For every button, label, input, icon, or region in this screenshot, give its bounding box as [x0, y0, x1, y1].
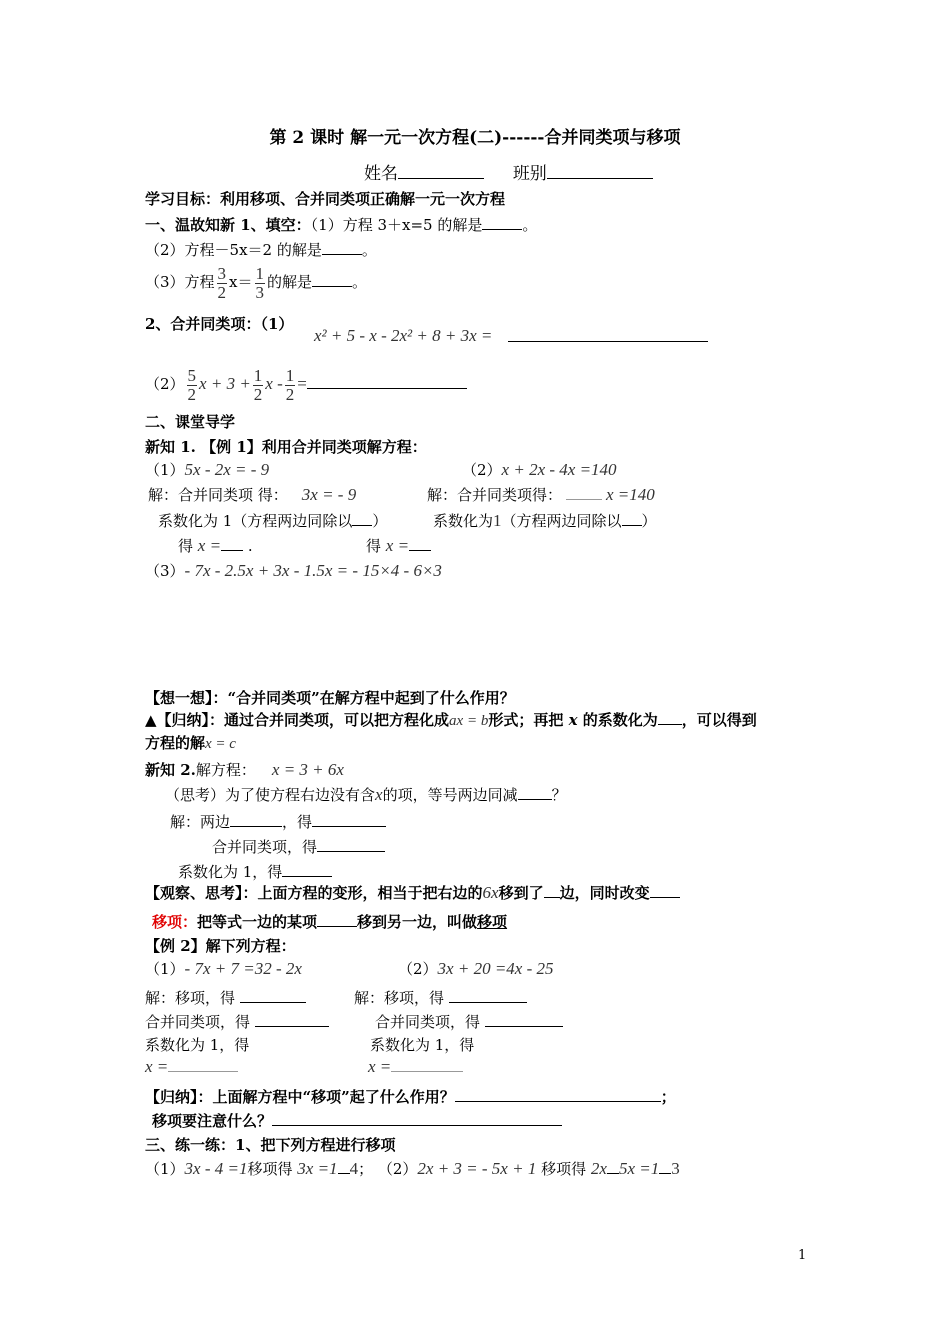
coef2-text: 系数化为	[433, 512, 494, 530]
ex2-coef1: 系数化为 1，得	[145, 1036, 250, 1054]
ex2-x2	[368, 1057, 463, 1077]
fraction-3-2: $\frac{3}{2}$	[217, 263, 227, 302]
get1-text: 得	[178, 537, 194, 555]
comb-text: 合并同类项，得	[375, 1013, 481, 1031]
section-2-heading: 二、课堂导学	[145, 413, 236, 431]
summary1-line2	[145, 733, 236, 754]
prac-p1-end: ；	[358, 1160, 374, 1178]
x-eq: x =	[368, 1057, 392, 1076]
new2-line	[145, 760, 344, 780]
obs-c: 边，同时改变	[559, 884, 650, 902]
coef1-text: 系数化为 1（方程两边同除以	[158, 512, 353, 530]
page-title: 第 2 课时 解一元一次方程(二)------合并同类项与移项	[269, 128, 681, 148]
observe-line	[145, 882, 680, 903]
name-field[interactable]	[398, 163, 484, 179]
ex1-coef2	[433, 510, 657, 531]
s2b: 移项要注意什么？	[152, 1112, 273, 1130]
summary2-line2	[152, 1110, 562, 1131]
obs-blank1[interactable]	[544, 882, 560, 898]
ex2-comb1	[145, 1011, 329, 1032]
get1-end: .	[247, 537, 253, 555]
think-end: ？	[551, 786, 567, 804]
review-q3-post: 的解是	[267, 273, 313, 291]
new2-s3	[178, 861, 332, 882]
s1a: ▲【归纳】：通过合并同类项，可以把方程化成	[145, 711, 450, 729]
new2-head-b: 解方程：	[195, 761, 256, 779]
review-heading: 一、温故知新 1、填空：	[145, 216, 311, 234]
prac-p2-eq: 2x + 3 = - 5x + 1	[417, 1159, 537, 1178]
s2a: 【归纳】：上面解方程中“移项”起了什么作用？	[145, 1088, 455, 1106]
ex2-move1-blank[interactable]	[240, 987, 306, 1003]
move-c: 移项	[477, 913, 508, 931]
ex1-p3	[145, 561, 442, 581]
review-q3	[145, 262, 367, 302]
get2-blank[interactable]	[409, 535, 431, 551]
move-blank[interactable]	[317, 911, 357, 927]
move-a: 把等式一边的某项	[197, 913, 318, 931]
get2-text: 得	[366, 537, 382, 555]
combine-expr1: x² + 5 - x - 2x² + 8 + 3x =	[314, 326, 493, 345]
think-b: 的项，等号两边同减	[382, 786, 518, 804]
review-q3-blank[interactable]	[312, 271, 352, 287]
s2-blank[interactable]	[317, 836, 385, 852]
review-q1	[145, 214, 537, 235]
prac-p1-res2: 4	[349, 1159, 359, 1178]
name-label: 姓名	[364, 164, 398, 184]
combine-heading: 2、合并同类项：（1）	[145, 315, 294, 333]
fraction-1-2: $\frac{1}{2}$	[253, 365, 263, 404]
get1-blank[interactable]	[221, 535, 243, 551]
fraction-1-2b: $\frac{1}{2}$	[285, 365, 295, 404]
s1e: 方程的解	[145, 734, 206, 752]
label: （1）	[145, 960, 185, 978]
s3-text: 系数化为 1，得	[178, 863, 283, 881]
combine-eq: =	[297, 374, 307, 393]
think-a: （思考）为了使方程右边没有含	[165, 786, 376, 804]
s1-x: x	[568, 711, 578, 729]
label: （1）	[145, 1160, 185, 1178]
review-q3-mid: x＝	[229, 273, 253, 291]
s1-blank2[interactable]	[312, 811, 386, 827]
combine-blank2[interactable]	[307, 373, 467, 389]
ex2-x2-blank[interactable]	[391, 1057, 463, 1072]
coef2-blank[interactable]	[622, 510, 642, 526]
learning-objective: 学习目标：利用移项、合并同类项正确解一元一次方程	[145, 190, 506, 208]
obs-a: 【观察、思考】：上面方程的变形，相当于把右边的	[145, 884, 483, 902]
fraction-5-2: $\frac{5}{2}$	[187, 365, 197, 404]
x-eq: x =	[145, 1057, 169, 1076]
s1-blank1[interactable]	[230, 811, 282, 827]
label: （1）	[145, 461, 185, 479]
ex2-comb1-blank[interactable]	[255, 1011, 329, 1027]
think-x: x	[375, 785, 383, 804]
coef2-end: ）	[641, 512, 657, 530]
s2-text: 合并同类项，得	[212, 838, 318, 856]
summary1-line1	[145, 709, 757, 731]
prac-p1-mid: 移项得	[247, 1160, 293, 1178]
prac-p2-blank2[interactable]	[659, 1163, 671, 1174]
new2-s2	[212, 836, 385, 857]
period: 。	[352, 273, 368, 291]
obs-term: 6x	[482, 883, 499, 902]
s1-text: 解：两边	[170, 813, 231, 831]
summary1-blank[interactable]	[658, 709, 682, 725]
combine-mid1: x + 3 +	[199, 374, 251, 393]
s1d: ，可以得到	[681, 711, 757, 729]
practice-line	[145, 1159, 680, 1179]
sol2-text: 解：合并同类项得：	[427, 486, 563, 504]
comb-text: 合并同类项，得	[145, 1013, 251, 1031]
obs-b: 移到了	[498, 884, 544, 902]
ex1-p2-eq: x + 2x - 4x =140	[501, 460, 617, 479]
combine-q2-label: （2）	[145, 375, 185, 393]
ex1-sol1	[148, 485, 356, 505]
period: 。	[361, 241, 377, 259]
ex2-heading: 【例 2】解下列方程：	[145, 937, 296, 955]
new2-eq: x = 3 + 6x	[271, 760, 344, 779]
coef2-one: 1	[493, 511, 502, 530]
get1-x: x =	[197, 536, 222, 555]
prac-p2-res3: 3	[671, 1159, 680, 1178]
move-b: 移到另一边，叫做	[357, 913, 478, 931]
ex2-x1-blank[interactable]	[168, 1057, 238, 1072]
summary2-blank1[interactable]	[455, 1086, 661, 1102]
fraction-1-3: $\frac{1}{3}$	[255, 263, 265, 302]
ex1-p2	[462, 460, 617, 480]
ex2-move1	[145, 987, 306, 1008]
ex2-comb2-blank[interactable]	[485, 1011, 563, 1027]
sol1-eq: 3x = - 9	[301, 485, 357, 504]
sol1-text: 解：合并同类项 得：	[148, 486, 288, 504]
prac-p2-blank1[interactable]	[607, 1163, 619, 1174]
ex2-x1	[145, 1057, 238, 1077]
ex1-p1-eq: 5x - 2x = - 9	[184, 460, 270, 479]
ex2-comb2	[375, 1011, 563, 1032]
combine-mid2: x -	[265, 374, 283, 393]
review-q2	[145, 239, 377, 260]
move-text: 解：移项，得	[354, 989, 445, 1007]
prac-p1-res: 3x =1	[297, 1159, 338, 1178]
s1c: 的系数化为	[582, 711, 658, 729]
s2a-end: ；	[660, 1088, 676, 1106]
move-label: 移项：	[152, 913, 198, 931]
move-definition	[152, 911, 507, 932]
coef1-blank[interactable]	[352, 510, 372, 526]
s3-blank[interactable]	[282, 861, 332, 877]
prac-p2-mid: 移项得	[541, 1160, 587, 1178]
coef2-b: （方程两边同除以	[501, 512, 622, 530]
new2-s1	[170, 811, 386, 832]
prac-p1-eq: 3x - 4 =1	[184, 1159, 248, 1178]
new2-head: 新知 2.	[145, 761, 196, 779]
s1b: 形式；再把	[488, 711, 564, 729]
s1-eq2: x = c	[205, 736, 236, 752]
new2-think	[165, 784, 567, 805]
prac-p1-blank[interactable]	[338, 1163, 350, 1174]
ex1-coef1	[158, 510, 387, 531]
ex1-p3-eq: - 7x - 2.5x + 3x - 1.5x = - 15×4 - 6×3	[184, 561, 442, 580]
prac-p2-res2: 5x =1	[618, 1159, 660, 1178]
ex1-p1	[145, 460, 269, 480]
prac-p2-res: 2x	[590, 1159, 607, 1178]
combine-q2	[145, 364, 467, 404]
summary2-line1	[145, 1086, 676, 1107]
coef1-end: ）	[372, 512, 388, 530]
s1-eq1: ax = b	[449, 713, 489, 729]
ex1-get2	[366, 535, 431, 556]
s1-b: ，得	[282, 813, 313, 831]
practice-heading: 三、练一练：1、把下列方程进行移项	[145, 1136, 396, 1154]
review-q1-text: （1）方程 3＋x=5 的解是	[310, 216, 483, 234]
ex1-get1	[178, 535, 253, 556]
review-q2-blank[interactable]	[322, 239, 362, 255]
think-question: 【想一想】：“合并同类项”在解方程中起到了什么作用？	[145, 689, 515, 707]
think-blank[interactable]	[518, 784, 552, 800]
label: （2）	[377, 1160, 418, 1178]
review-q1-blank[interactable]	[482, 214, 522, 230]
ex2-p1	[145, 959, 302, 979]
ex1-sol2	[427, 485, 655, 505]
period: 。	[522, 216, 538, 234]
label: （3）	[145, 562, 185, 580]
page-number: 1	[798, 1248, 807, 1263]
label: （2）	[398, 960, 438, 978]
combine-blank1-wrap	[508, 326, 708, 347]
ex2-coef2: 系数化为 1，得	[370, 1036, 475, 1054]
class-field[interactable]	[547, 163, 653, 179]
summary2-blank2[interactable]	[272, 1110, 562, 1126]
ex2-p2	[398, 959, 554, 979]
ex2-move2	[354, 987, 527, 1008]
label: （2）	[462, 461, 502, 479]
sol2-blank[interactable]	[566, 485, 602, 500]
obs-blank2[interactable]	[650, 882, 680, 898]
move-text: 解：移项，得	[145, 989, 236, 1007]
class-label: 班别	[512, 164, 547, 184]
student-info	[364, 163, 653, 184]
sol2-eq: x =140	[606, 485, 655, 504]
new1-heading: 新知 1. 【例 1】利用合并同类项解方程：	[145, 438, 427, 456]
review-q3-text: （3）方程	[145, 273, 215, 291]
ex2-p2-eq: 3x + 20 =4x - 25	[437, 959, 554, 978]
review-q2-text: （2）方程－5x＝2 的解是	[145, 241, 322, 259]
get2-x: x =	[385, 536, 410, 555]
ex2-p1-eq: - 7x + 7 =32 - 2x	[184, 959, 302, 978]
ex2-move2-blank[interactable]	[449, 987, 527, 1003]
combine-blank1[interactable]	[508, 326, 708, 342]
